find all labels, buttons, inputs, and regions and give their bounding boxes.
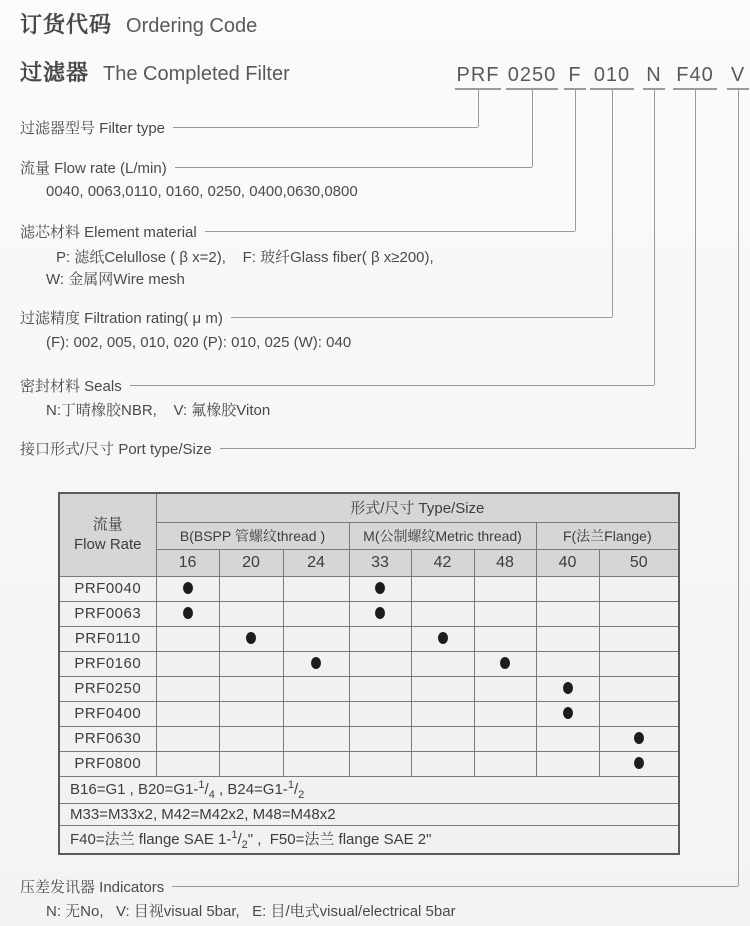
availability-dot — [563, 682, 573, 694]
availability-dot — [500, 657, 510, 669]
code-segment-material: F — [564, 62, 586, 90]
field-flow-rate — [20, 156, 532, 178]
dot-cell — [283, 651, 349, 676]
model-cell: PRF0040 — [59, 576, 156, 601]
dot-cell — [474, 676, 536, 701]
note-cell: F40=法兰 flange SAE $1-^1/_2$" , F50=法兰 flange SAE 2" — [59, 825, 679, 854]
availability-dot — [183, 607, 193, 619]
code-segment-model: PRF — [455, 62, 501, 90]
dot-cell — [599, 601, 679, 626]
field-seals — [20, 374, 654, 396]
field-label: 密封材料 Seals — [20, 377, 122, 395]
dot-cell — [411, 751, 474, 776]
section-title-zh: 过滤器 — [20, 60, 90, 85]
connector-line — [220, 448, 695, 449]
dot-cell — [349, 751, 411, 776]
dot-cell — [219, 626, 283, 651]
page-title-en: Ordering Code — [126, 15, 258, 37]
model-cell: PRF0160 — [59, 651, 156, 676]
dot-cell — [474, 626, 536, 651]
dot-cell — [219, 651, 283, 676]
dot-cell — [599, 626, 679, 651]
model-cell: PRF0800 — [59, 751, 156, 776]
leader-line-material — [575, 90, 576, 231]
connector-line — [172, 886, 738, 887]
dot-cell — [411, 701, 474, 726]
dot-cell — [599, 676, 679, 701]
availability-dot — [634, 757, 644, 769]
table-row — [59, 576, 679, 601]
dot-cell — [349, 651, 411, 676]
dot-cell — [219, 601, 283, 626]
field-port-type — [20, 437, 695, 459]
leader-line-seal — [654, 90, 655, 385]
dot-cell — [156, 651, 219, 676]
dot-cell — [536, 726, 599, 751]
page-title — [20, 8, 257, 39]
note-row — [59, 803, 679, 825]
dot-cell — [219, 576, 283, 601]
dot-cell — [156, 626, 219, 651]
dot-cell — [156, 576, 219, 601]
dot-cell — [536, 601, 599, 626]
connector-line — [173, 127, 478, 128]
dot-cell — [474, 751, 536, 776]
dot-cell — [349, 701, 411, 726]
dot-cell — [219, 676, 283, 701]
dot-cell — [536, 651, 599, 676]
section-title — [20, 56, 290, 87]
note-cell: B16=G1 , $B20=G1-^1/_4$ , $B24=G1-^1/_2$ — [59, 776, 679, 803]
seals-values: N:丁晴橡胶NBR, V: 氟橡胶Viton — [46, 402, 271, 419]
field-indicators — [20, 875, 738, 897]
connector-line — [175, 167, 532, 168]
dot-cell — [156, 601, 219, 626]
field-label: 过滤器型号 Filter type — [20, 119, 166, 137]
code-segment-rating: 010 — [590, 62, 634, 90]
indicators-values: N: 无No, V: 目视visual 5bar, E: 目/电式visual/electrical 5bar — [46, 903, 456, 920]
model-cell: PRF0110 — [59, 626, 156, 651]
flow-rate-values: 0040, 0063,0110, 0160, 0250, 0400,0630,0800 — [46, 183, 358, 200]
dot-cell — [599, 726, 679, 751]
table-row — [59, 676, 679, 701]
model-cell: PRF0250 — [59, 676, 156, 701]
dot-cell — [411, 651, 474, 676]
dot-cell — [474, 701, 536, 726]
dot-cell — [599, 576, 679, 601]
field-element-material — [20, 220, 575, 242]
dot-cell — [283, 751, 349, 776]
field-filtration-rating — [20, 306, 612, 328]
table-row — [59, 601, 679, 626]
connector-line — [231, 317, 612, 318]
availability-dot — [375, 582, 385, 594]
availability-dot — [438, 632, 448, 644]
dot-cell — [283, 676, 349, 701]
availability-dot — [634, 732, 644, 744]
group-header: M(公制螺纹Metric thread) — [349, 522, 536, 549]
size-col-header: 20 — [219, 549, 283, 576]
code-segment-indicator: V — [727, 62, 749, 90]
dot-cell — [219, 701, 283, 726]
size-col-header: 33 — [349, 549, 411, 576]
dot-cell — [474, 576, 536, 601]
field-label: 滤芯材料 Element material — [20, 223, 197, 241]
note-row — [59, 776, 679, 803]
section-title-en: The Completed Filter — [103, 63, 290, 85]
filtration-rating-values: (F): 002, 005, 010, 020 (P): 010, 025 (W): 040 — [46, 334, 352, 351]
field-filter-type — [20, 116, 478, 138]
dot-cell — [474, 651, 536, 676]
dot-cell — [156, 701, 219, 726]
dot-cell — [349, 626, 411, 651]
dot-cell — [283, 701, 349, 726]
table-row — [59, 701, 679, 726]
table-row — [59, 726, 679, 751]
model-cell: PRF0400 — [59, 701, 156, 726]
dot-cell — [474, 601, 536, 626]
connector-line — [205, 231, 575, 232]
dot-cell — [349, 601, 411, 626]
code-segment-seal: N — [643, 62, 665, 90]
page-title-zh: 订货代码 — [20, 12, 113, 37]
dot-cell — [411, 726, 474, 751]
dot-cell — [411, 626, 474, 651]
dot-cell — [156, 726, 219, 751]
dot-cell — [349, 676, 411, 701]
field-label: 过滤精度 Filtration rating( μ m) — [20, 309, 223, 327]
model-cell: PRF0630 — [59, 726, 156, 751]
availability-dot — [375, 607, 385, 619]
dot-cell — [219, 751, 283, 776]
dot-cell — [599, 651, 679, 676]
connector-line — [130, 385, 654, 386]
size-col-header: 42 — [411, 549, 474, 576]
dot-cell — [219, 726, 283, 751]
dot-cell — [536, 676, 599, 701]
dot-cell — [536, 701, 599, 726]
availability-dot — [563, 707, 573, 719]
dot-cell — [411, 676, 474, 701]
dot-cell — [283, 726, 349, 751]
dot-cell — [283, 601, 349, 626]
leader-line-flow — [532, 90, 533, 167]
code-segment-flow: 0250 — [506, 62, 558, 90]
dot-cell — [536, 626, 599, 651]
leader-line-port — [695, 90, 696, 448]
dot-cell — [349, 726, 411, 751]
dot-cell — [536, 751, 599, 776]
leader-line-model — [478, 90, 479, 127]
group-header: F(法兰Flange) — [536, 522, 679, 549]
size-col-header: 16 — [156, 549, 219, 576]
availability-dot — [246, 632, 256, 644]
size-col-header: 50 — [599, 549, 679, 576]
availability-dot — [311, 657, 321, 669]
dot-cell — [599, 701, 679, 726]
leader-line-indicator — [738, 90, 739, 886]
field-label: 接口形式/尺寸 Port type/Size — [20, 440, 212, 458]
note-row — [59, 825, 679, 854]
dot-cell — [411, 601, 474, 626]
table-row — [59, 626, 679, 651]
note-cell: M33=M33x2, M42=M42x2, M48=M48x2 — [59, 803, 679, 825]
dot-cell — [536, 576, 599, 601]
code-segment-port: F40 — [673, 62, 717, 90]
dot-cell — [349, 576, 411, 601]
dot-cell — [156, 751, 219, 776]
type-size-header: 形式/尺寸 Type/Size — [156, 493, 679, 522]
dot-cell — [474, 726, 536, 751]
size-col-header: 24 — [283, 549, 349, 576]
field-label: 流量 Flow rate (L/min) — [20, 159, 167, 177]
table-row — [59, 751, 679, 776]
size-col-header: 48 — [474, 549, 536, 576]
size-table — [58, 492, 680, 855]
availability-dot — [183, 582, 193, 594]
dot-cell — [283, 626, 349, 651]
model-cell: PRF0063 — [59, 601, 156, 626]
flow-rate-header: 流量 Flow Rate — [59, 493, 156, 576]
element-material-values-2: W: 金属网Wire mesh — [46, 271, 185, 288]
leader-line-rating — [612, 90, 613, 317]
dot-cell — [283, 576, 349, 601]
field-label: 压差发讯器 Indicators — [20, 878, 165, 896]
size-col-header: 40 — [536, 549, 599, 576]
table-row — [59, 651, 679, 676]
element-material-values-1: P: 滤纸Celullose ( β x=2), F: 玻纤Glass fiber( β x≥200), — [56, 249, 434, 266]
dot-cell — [599, 751, 679, 776]
dot-cell — [411, 576, 474, 601]
group-header: B(BSPP 管螺纹thread ) — [156, 522, 349, 549]
dot-cell — [156, 676, 219, 701]
